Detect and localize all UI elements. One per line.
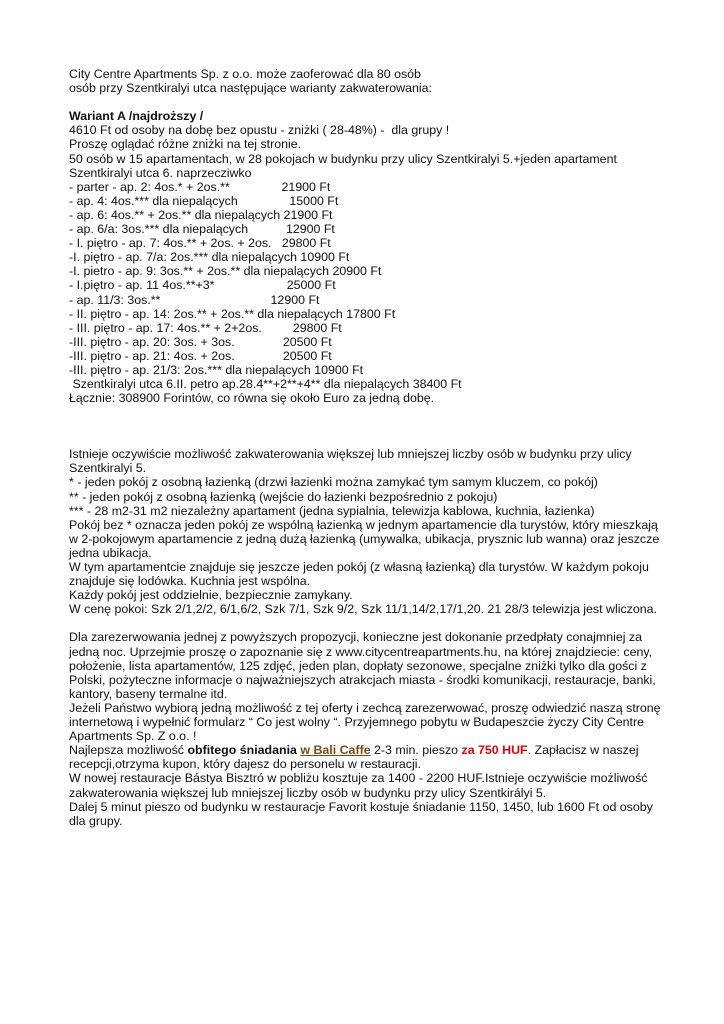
note-paragraph: W tym apartamentcie znajduje się jeszcze jeden pokój (z własną łazienką) dla turystów. W każdym pokoju znajduje się lodówka. Kuchnia jest wspólna. — [69, 560, 649, 589]
apartment-price-line: -III. piętro - ap. 21: 4os. + 2os. 20500 Ft — [69, 348, 332, 363]
footnote-triple-star: *** - 28 m2-31 m2 niezależny apartament (jedna sypialnia, telewizja kablowa, kuchnia, łazienka) — [69, 503, 595, 518]
note-paragraph: Istnieje oczywiście możliwość zakwaterowania większej lub mniejszej liczby osób w budynku przy ulicy Szentkiralyi 5. — [69, 447, 632, 476]
footnote-single-star: * - jeden pokój z osobną łazienką (drzwi łazienki można zamykać tym samym kluczem, co pokój) — [69, 475, 598, 490]
apartment-price-line: - II. piętro - ap. 14: 2os.** + 2os.** dla niepalących 17800 Ft — [69, 306, 396, 321]
apartment-price-line: - I.piętro - ap. 11 4os.**+3* 25000 Ft — [69, 278, 336, 293]
variant-line: 50 osób w 15 apartamentach, w 28 pokojach w budynku przy ulicy Szentkiralyi 5.+jeden apartament — [69, 151, 617, 166]
variant-line: Proszę oglądać różne zniżki na tej stronie. — [69, 137, 302, 152]
variant-line: 4610 Ft od osoby na dobę bez opustu - zniżki ( 28-48%) - dla grupy ! — [69, 123, 450, 138]
note-paragraph: Pokój bez * oznacza jeden pokój ze wspólną łazienką w jednym apartamencie dla turystów, który mieszkają w 2-pokojowym apartamencie z jedną dużą łazienką (umywalka, ubikacja, prysznic lub wanna) oraz jeszcze jedna ubikacja. — [69, 517, 660, 560]
apartment-price-line: - ap. 4: 4os.*** dla niepalących 15000 Ft — [69, 193, 339, 208]
notes-section — [69, 447, 669, 616]
apartment-price-line: - ap. 6: 4os.** + 2os.** dla niepalących 21900 Ft — [69, 207, 333, 222]
apartment-price-line: -I. piętro - ap. 7/a: 2os.*** dla niepalących 10900 Ft — [69, 250, 350, 265]
apartment-price-line: -III. piętro - ap. 21/3: 2os.*** dla niepalących 10900 Ft — [69, 362, 364, 377]
closing-paragraph: Dalej 5 minut pieszo od budynku w restauracje Favorit kostuje śniadanie 1150, 1450, lub 1600 Ft od osoby dla grupy. — [69, 799, 653, 828]
note-paragraph: Każdy pokój jest oddzielnie, bezpiecznie zamykany. — [69, 588, 353, 603]
total-line: Łącznie: 308900 Forintów, co równa się około Euro za jedną dobę. — [69, 391, 435, 406]
breakfast-text: 2-3 min. pieszo — [370, 743, 462, 758]
variant-a-section — [69, 109, 669, 405]
breakfast-highlight: obfitego śniadania — [187, 743, 297, 758]
document-page — [69, 67, 669, 828]
apartment-price-line: - ap. 11/3: 3os.** 12900 Ft — [69, 292, 320, 307]
note-paragraph: W cenę pokoi: Szk 2/1,2/2, 6/1,6/2, Szk 7/1, Szk 9/2, Szk 11/1,14/2,17/1,20. 21 28/3 telewizja jest wliczona. — [69, 602, 657, 617]
intro-line: City Centre Apartments Sp. z o.o. może zaoferować dla 80 osób — [69, 67, 421, 81]
apartment-price-line: - ap. 6/a: 3os.*** dla niepalących 12900 Ft — [69, 222, 335, 237]
closing-paragraph: W nowej restauracje Bástya Bisztró w pobliżu kosztuje za 1400 - 2200 HUF.Istnieje oczywiście możliwość zakwaterowania większej lub mniejszej liczby osób w budynku przy ulicy Szentkirályi 5. — [69, 771, 648, 800]
apartment-price-line: - I. piętro - ap. 7: 4os.** + 2os. + 2os. 29800 Ft — [69, 236, 331, 251]
apartment-price-line: - parter - ap. 2: 4os.* + 2os.** 21900 Ft — [69, 179, 331, 194]
booking-paragraph: Jeżeli Państwo wybiorą jedną możliwość z tej oferty i zechcą zarezerwować, proszę odwiedzić naszą stronę internetową i wypełnić formularz “ Co jest wolny “. Przyjemnego pobytu w Budapeszcie życzy City Centre Apartments Sp. Z o.o. ! — [69, 700, 661, 744]
apartment-price-line: -III. piętro - ap. 20: 3os. + 3os. 20500 Ft — [69, 334, 332, 349]
booking-section — [69, 630, 669, 827]
apartment-price-line: - III. piętro - ap. 17: 4os.** + 2+2os. 29800 Ft — [69, 320, 342, 335]
intro-paragraph — [69, 67, 669, 95]
bali-caffe-link[interactable]: w Bali Caffe — [300, 743, 371, 758]
apartment-price-line: Szentkiralyi utca 6.II. petro ap.28.4**+2**+4** dla niepalących 38400 Ft — [69, 377, 462, 392]
footnote-double-star: ** - jeden pokój z osobną łazienką (wejście do łazienki bezpośrednio z pokoju) — [69, 489, 498, 504]
breakfast-price: za 750 HUF — [461, 743, 528, 758]
variant-heading: Wariant A /najdroższy / — [69, 109, 204, 124]
breakfast-paragraph — [69, 743, 669, 771]
variant-line: Szentkiralyi utca 6. naprzeczіwko — [69, 165, 252, 180]
breakfast-text: Najlepsza możliwość — [69, 743, 188, 758]
breakfast-text: . Zapłacisz w naszej recepcji,otrzyma kupon, który dajesz do personelu w restauracji. — [69, 743, 639, 772]
booking-paragraph: Dla zarezerwowania jednej z powyższych propozycji, konieczne jest dokonanie przedpłaty conajmniej za jedną noc. Uprzejmie proszę o zapoznanie się z www.citycentreapartments.hu, na której znajdziecie: ceny, położenie, lista apartamentów, 125 zdjęć, jeden plan, dopłaty sezonowe, specjalne zniżki tylko dla gości z Polski, pożyteczne informacje o najważniejszych atrakcjach miasta - środki komunikacji, restauracje, banki, kantory, baseny termalne itd. — [69, 630, 656, 701]
apartment-price-line: -I. pietro - ap. 9: 3os.** + 2os.** dla niepalących 20900 Ft — [69, 264, 382, 279]
intro-line: osób przy Szentkiralyi utca następujące warianty zakwaterowania: — [69, 81, 432, 96]
